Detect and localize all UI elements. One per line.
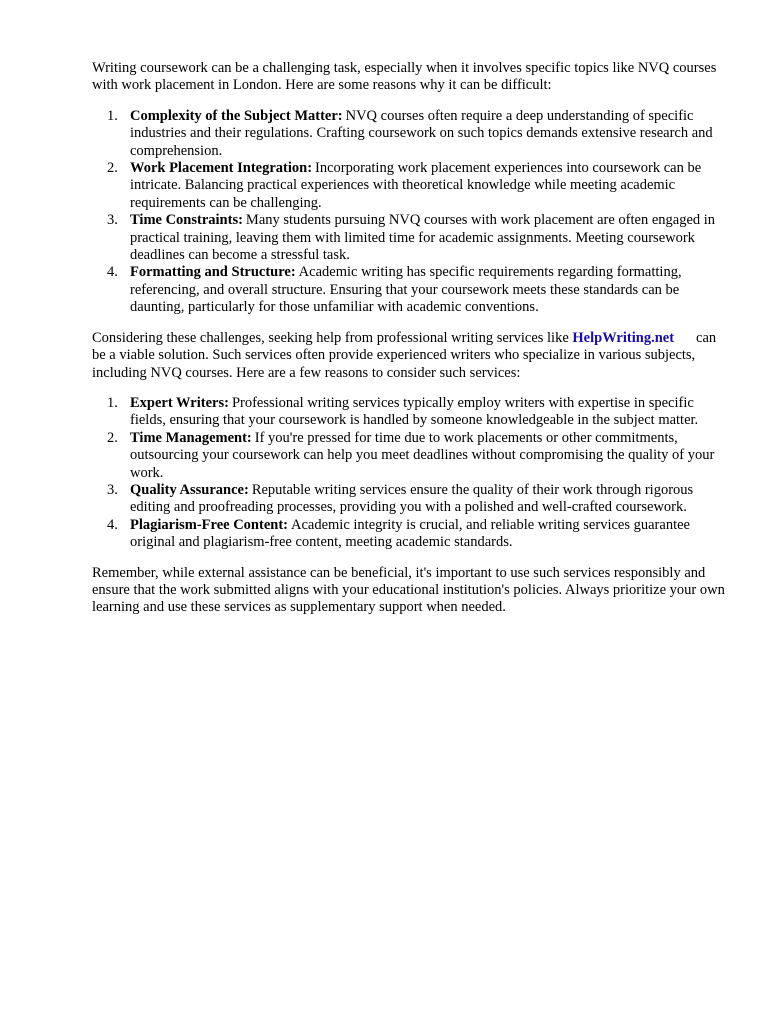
- reason-term: Quality Assurance:: [130, 481, 249, 498]
- reason-item-3: [92, 482, 732, 517]
- middle-paragraph: [92, 330, 732, 382]
- intro-paragraph: Writing coursework can be a challenging task, especially when it involves specific topics like NVQ courses with work placement in London. Here are some reasons why it can be difficult:: [92, 60, 717, 94]
- challenge-text: Many students pursuing NVQ courses with work placement are often engaged in practical training, leaving them with limited time for academic assignments. Meeting coursework deadlines can become a stressful task.: [130, 212, 716, 264]
- list-number: 4.: [107, 516, 118, 533]
- reason-item-2: [92, 430, 732, 482]
- list-number: 2.: [107, 429, 118, 446]
- challenges-list: [92, 108, 732, 317]
- challenge-item-1: [92, 108, 732, 160]
- reason-term: Expert Writers:: [130, 394, 229, 411]
- challenge-text: Academic writing has specific requirements regarding formatting, referencing, and overall structure. Ensuring that your coursework meets these standards can be daunting, particularly for those unfamiliar with academic conventions.: [130, 264, 682, 316]
- list-number: 1.: [107, 394, 118, 411]
- list-number: 1.: [107, 107, 118, 124]
- reason-text: If you're pressed for time due to work placements or other commitments, outsourcing your coursework can help you meet deadlines without compromising the quality of your work.: [130, 429, 715, 481]
- reason-item-4: [92, 517, 732, 552]
- reason-text: Academic integrity is crucial, and reliable writing services guarantee original and plagiarism-free content, meeting academic standards.: [130, 516, 690, 551]
- challenge-term: Work Placement Integration:: [130, 160, 313, 177]
- reason-item-1: [92, 395, 732, 430]
- challenge-item-2: [92, 160, 732, 212]
- list-number: 3.: [107, 212, 118, 229]
- list-number: 3.: [107, 481, 118, 498]
- reason-term: Time Management:: [130, 429, 252, 446]
- challenge-term: Time Constraints:: [130, 212, 243, 229]
- reason-text: Professional writing services typically employ writers with expertise in specific fields, ensuring that your coursework is handled by someone knowledgeable in the subject matter.: [130, 394, 699, 429]
- challenge-text: Incorporating work placement experiences into coursework can be intricate. Balancing practical experiences with theoretical knowledge while meeting academic requirements can be challenging.: [130, 160, 702, 211]
- list-number: 4.: [107, 264, 118, 281]
- middle-text-before: Considering these challenges, seeking help from professional writing services like: [92, 329, 569, 346]
- reasons-list: [92, 395, 732, 552]
- document-page: [92, 60, 732, 617]
- challenge-term: Formatting and Structure:: [130, 264, 296, 281]
- challenge-text: NVQ courses often require a deep understanding of specific industries and their regulations. Crafting coursework on such topics demands extensive research and comprehension.: [130, 107, 713, 159]
- challenge-item-3: [92, 212, 732, 264]
- challenge-item-4: [92, 264, 732, 316]
- middle-text-after: can be a viable solution. Such services often provide experienced writers who specialize in various subjects, including NVQ courses. Here are a few reasons to consider such services:: [92, 329, 717, 381]
- reason-text: Reputable writing services ensure the quality of their work through rigorous editing and proofreading processes, providing you with a polished and well-crafted coursework.: [130, 481, 694, 516]
- helpwriting-link[interactable]: HelpWriting.net: [572, 329, 675, 346]
- closing-paragraph: Remember, while external assistance can be beneficial, it's important to use such services responsibly and ensure that the work submitted aligns with your educational institution's policies. Always prioritize your own learning and use these services as supplementary support when needed.: [92, 564, 725, 616]
- reason-term: Plagiarism-Free Content:: [130, 516, 288, 533]
- list-number: 2.: [107, 160, 118, 177]
- challenge-term: Complexity of the Subject Matter:: [130, 107, 343, 124]
